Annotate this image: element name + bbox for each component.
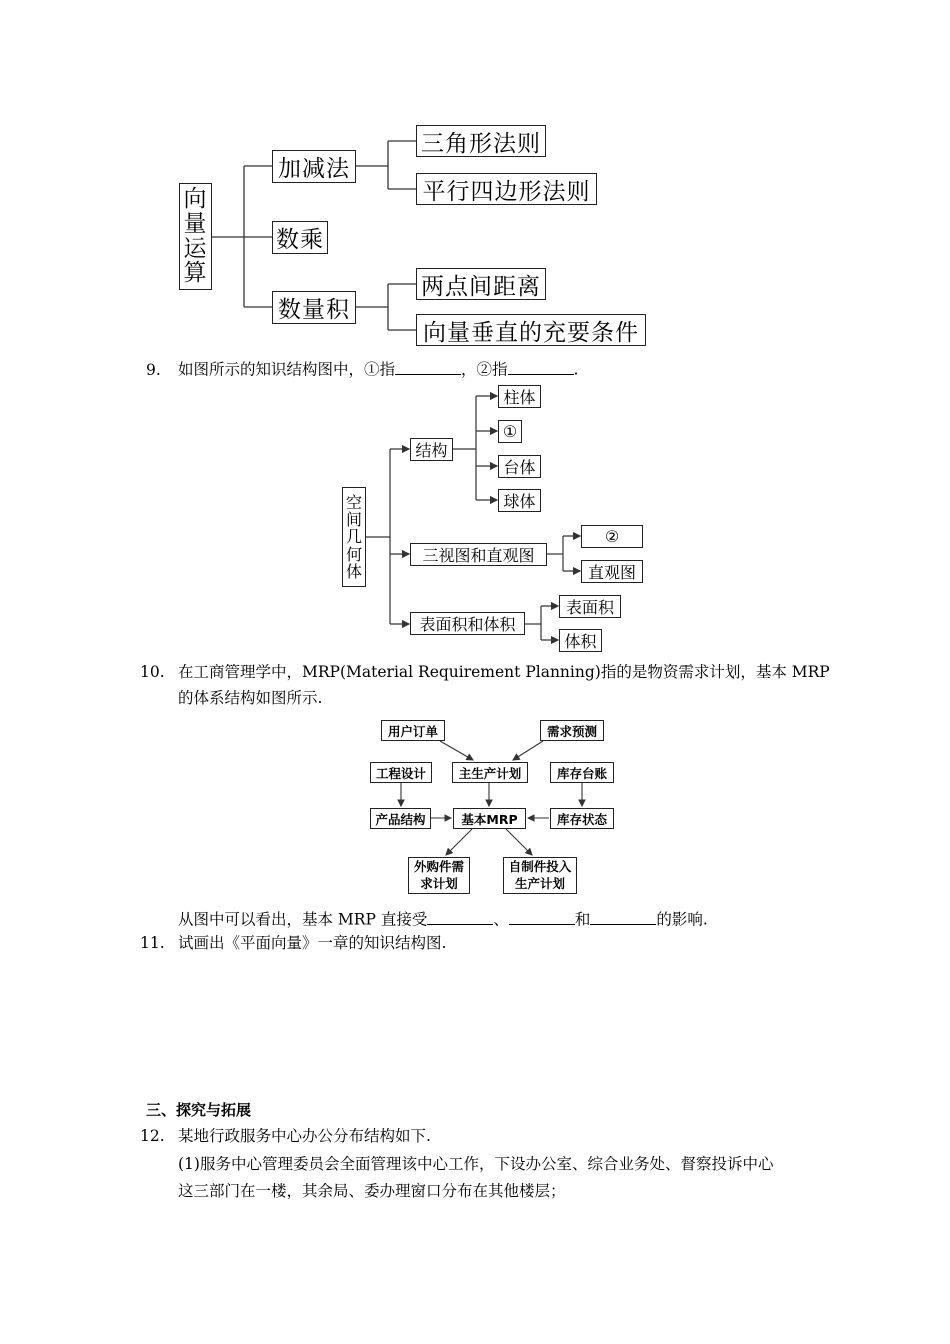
node-views: 三视图和直观图 (410, 543, 547, 566)
question-text: 、 (493, 910, 509, 929)
root-char: 量 (183, 210, 208, 237)
question-text: . (573, 360, 579, 379)
question-10-answer-line (178, 908, 708, 928)
node-blank-2: ② (581, 525, 643, 548)
answer-blank[interactable] (427, 908, 493, 925)
node-structure: 结构 (410, 438, 453, 461)
question-number: 9. (146, 360, 161, 379)
node-intuitive: 直观图 (581, 560, 643, 583)
node-demand-forecast: 需求预测 (540, 720, 604, 741)
question-number: 12. (140, 1127, 165, 1145)
node-inventory-status: 库存状态 (550, 808, 614, 829)
question-number: 10. (140, 663, 165, 681)
question-text: 从图中可以看出，基本 MRP 直接受 (178, 910, 428, 929)
question-text: 在工商管理学中，MRP(Material Requirement Planning)指的是物资需求计划，基本 MRP (178, 663, 830, 681)
node-self-made-plan (503, 857, 577, 894)
question-10-line2: 的体系结构如图所示. (178, 689, 323, 707)
node-blank-1: ① (498, 420, 522, 443)
node-frustum: 台体 (498, 455, 541, 478)
node-area-volume: 表面积和体积 (410, 612, 525, 635)
node-product-structure: 产品结构 (370, 808, 431, 829)
question-text: 的影响. (656, 910, 708, 929)
node-perpendicular: 向量垂直的充要条件 (416, 314, 646, 346)
node-inventory-ledger: 库存台账 (550, 762, 614, 783)
node-surface-area: 表面积 (559, 595, 621, 618)
root-char: 几 (345, 527, 362, 547)
answer-blank[interactable] (590, 908, 656, 925)
node-line: 外购件需 (413, 859, 464, 875)
node-master-plan: 主生产计划 (452, 762, 528, 783)
root-char: 何 (345, 544, 362, 564)
answer-blank[interactable] (509, 908, 575, 925)
section-title: 三、探究与拓展 (146, 1101, 252, 1119)
node-triangle-rule: 三角形法则 (416, 125, 546, 157)
question-number: 11. (140, 934, 165, 952)
question-12-item1-line2: 这三部门在一楼，其余局、委办理窗口分布在其他楼层； (178, 1182, 566, 1200)
node-scalar-mult: 数乘 (272, 221, 328, 254)
node-volume: 体积 (559, 629, 602, 652)
node-line: 自制件投入 (508, 859, 572, 875)
question-12-item1-line1: (1)服务中心管理委员会全面管理该中心工作，下设办公室、综合业务处、督察投诉中心 (178, 1155, 774, 1173)
question-text: ，②指 (461, 360, 508, 379)
node-line: 求计划 (420, 875, 458, 891)
node-user-order: 用户订单 (381, 720, 445, 741)
root-char: 算 (183, 260, 208, 287)
question-text: 如图所示的知识结构图中，①指 (178, 360, 396, 379)
question-text: 某地行政服务中心办公分布结构如下. (178, 1127, 431, 1145)
root-char: 向 (183, 185, 208, 212)
node-basic-mrp: 基本MRP (453, 808, 526, 829)
node-distance: 两点间距离 (416, 268, 546, 300)
node-purchase-plan (408, 857, 470, 894)
node-add-sub: 加减法 (272, 150, 356, 183)
question-12 (140, 1129, 431, 1145)
question-text: 和 (574, 910, 591, 929)
question-text: 试画出《平面向量》一章的知识结构图. (178, 934, 447, 952)
node-engineering: 工程设计 (370, 762, 432, 783)
root-char: 运 (183, 235, 208, 262)
node-dot-product: 数量积 (272, 291, 356, 324)
root-char: 体 (345, 561, 362, 581)
root-char: 间 (345, 510, 362, 530)
node-line: 生产计划 (514, 875, 565, 891)
node-parallelogram-rule: 平行四边形法则 (416, 173, 597, 205)
root-char: 空 (345, 492, 362, 512)
question-11 (140, 936, 446, 952)
node-prism: 柱体 (498, 385, 541, 408)
node-sphere: 球体 (498, 489, 541, 512)
